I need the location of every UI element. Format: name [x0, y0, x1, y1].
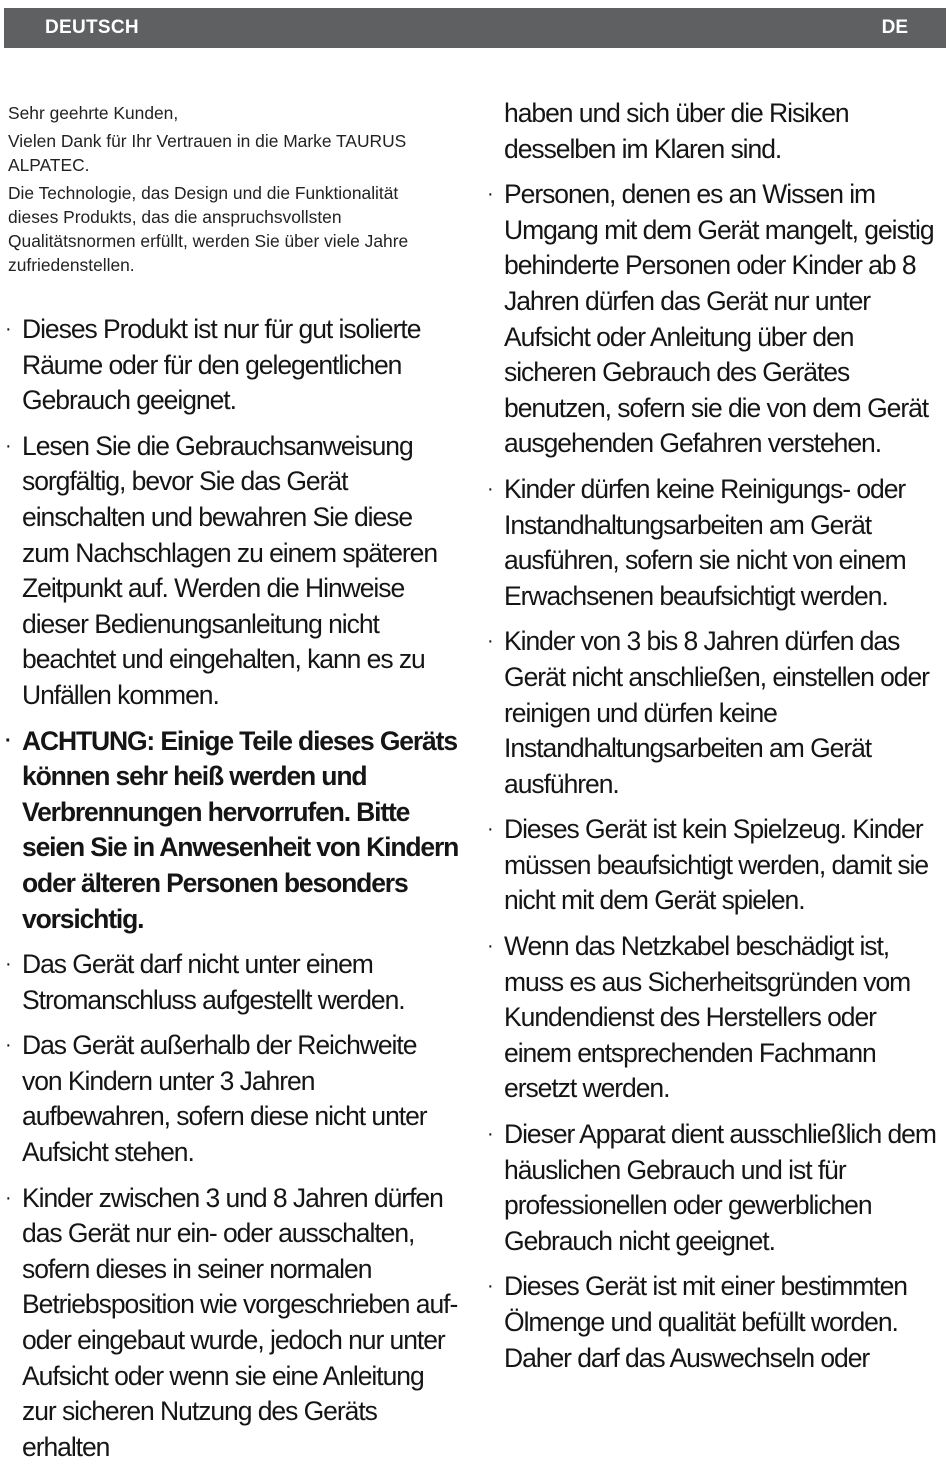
safety-item-text: Kinder von 3 bis 8 Jahren dürfen das Gerät nicht anschließen, einstellen oder reinigen und dürfen keine Instandhaltungsarbeiten am Gerät ausführen.	[504, 626, 929, 799]
safety-item	[0, 429, 462, 714]
language-label: DEUTSCH	[45, 17, 139, 38]
safety-item	[482, 812, 947, 919]
bullet-dot: ·	[5, 953, 12, 976]
intro-thanks: Vielen Dank für Ihr Vertrauen in die Marke TAURUS ALPATEC.	[8, 131, 407, 175]
safety-item-text: Das Gerät außerhalb der Reichweite von Kindern unter 3 Jahren aufbewahren, sofern diese nicht unter Aufsicht stehen.	[22, 1030, 427, 1168]
continued-text: haben und sich über die Risiken desselben im Klaren sind.	[504, 98, 849, 164]
safety-item	[0, 312, 462, 419]
safety-item-text: Lesen Sie die Gebrauchsanweisung sorgfältig, bevor Sie das Gerät einschalten und bewahren Sie diese zum Nachschlagen zu einem späteren Zeitpunkt auf. Werden die Hinweise dieser Bedienungsanleitung nicht beachtet und eingehalten, kann es zu Unfällen kommen.	[22, 430, 438, 710]
safety-item	[0, 1028, 462, 1170]
safety-item-text: Kinder dürfen keine Reinigungs- oder Instandhaltungsarbeiten am Gerät ausführen, sofern sie nicht von einem Erwachsenen beaufsichtigt werden.	[504, 473, 906, 611]
safety-item-text: Dieses Gerät ist kein Spielzeug. Kinder müssen beaufsichtigt werden, damit sie nicht mit dem Gerät spielen.	[504, 814, 929, 916]
safety-item	[482, 472, 947, 614]
safety-item-text: Dieses Produkt ist nur für gut isolierte Räume oder für den gelegentlichen Gebrauch geeignet.	[22, 314, 421, 416]
bullet-dot: ·	[487, 1123, 494, 1146]
bullet-dot: ·	[5, 434, 12, 457]
safety-item	[482, 177, 947, 462]
intro-section	[8, 101, 448, 281]
safety-item	[482, 1117, 947, 1259]
intro-salutation: Sehr geehrte Kunden,	[8, 103, 179, 123]
safety-item	[482, 929, 947, 1107]
bullet-dot: ·	[487, 818, 494, 841]
safety-item	[0, 947, 462, 1018]
warning-item	[0, 724, 462, 938]
safety-item	[0, 1181, 462, 1466]
safety-item-text: Kinder zwischen 3 und 8 Jahren dürfen das Gerät nur ein- oder ausschalten, sofern dieses in seiner normalen Betriebsposition wie vorgeschrieben auf- oder eingebaut wurde, jedoch nur unter Aufsicht oder wenn sie eine Anleitung zur sicheren Nutzung des Geräts erhalten	[22, 1182, 458, 1462]
bullet-dot: ·	[487, 935, 494, 958]
bullet-dot: ·	[487, 630, 494, 653]
bullet-dot: ·	[5, 1186, 12, 1209]
bullet-dot: ·	[5, 729, 12, 752]
safety-item-text: Dieser Apparat dient ausschließlich dem häuslichen Gebrauch und ist für professionellen oder gewerblichen Gebrauch nicht geeignet.	[504, 1119, 936, 1256]
bullet-dot: ·	[487, 477, 494, 500]
bullet-dot: ·	[487, 183, 494, 206]
safety-item-text: Dieses Gerät ist mit einer bestimmten Ölmenge und qualität befüllt worden. Daher darf das Auswechseln oder	[504, 1271, 907, 1373]
intro-description: Die Technologie, das Design und die Funktionalität dieses Produkts, das die anspruchsvollsten Qualitätsnormen erfüllt, werden Sie über viele Jahre zufriedenstellen.	[8, 183, 409, 275]
bullet-dot: ·	[5, 318, 12, 340]
warning-item-text: ACHTUNG: Einige Teile dieses Geräts können sehr heiß werden und Verbrennungen hervorrufen. Bitte seien Sie in Anwesenheit von Kindern oder älteren Personen besonders vorsichtig.	[22, 725, 459, 934]
language-header-bar	[4, 8, 946, 48]
safety-item	[482, 1269, 947, 1376]
language-code: DE	[881, 17, 908, 38]
safety-item-text: Wenn das Netzkabel beschädigt ist, muss es aus Sicherheitsgründen vom Kundendienst des Herstellers oder einem entsprechenden Fachmann ersetzt werden.	[504, 931, 911, 1104]
right-column	[482, 96, 947, 1386]
bullet-dot: ·	[5, 1034, 12, 1057]
safety-item-text: Das Gerät darf nicht unter einem Stromanschluss aufgestellt werden.	[22, 949, 405, 1015]
bullet-dot: ·	[487, 1275, 494, 1298]
safety-item-text: Personen, denen es an Wissen im Umgang mit dem Gerät mangelt, geistig behinderte Personen oder Kinder ab 8 Jahren dürfen das Gerät nur unter Aufsicht oder Anleitung über den sicheren Gebrauch des Gerätes benutzen, sofern sie die von dem Gerät ausgehenden Gefahren verstehen.	[504, 179, 934, 459]
safety-item	[482, 624, 947, 802]
left-column	[0, 312, 462, 1475]
